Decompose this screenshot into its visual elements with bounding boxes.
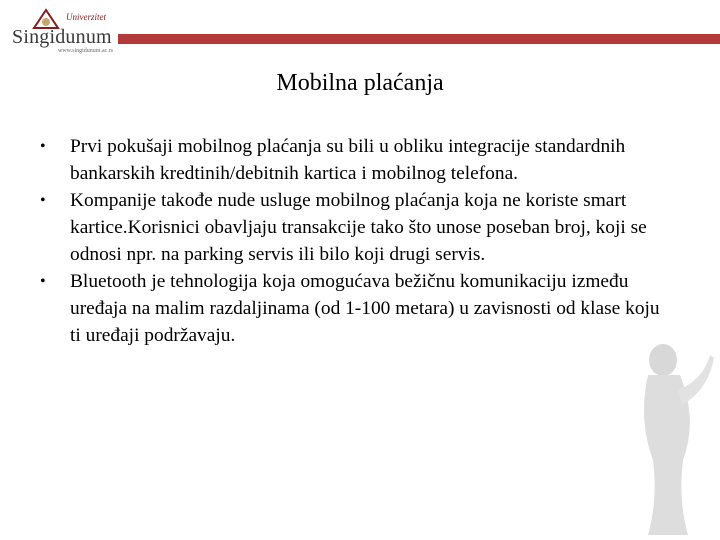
logo-name: Singidunum [12, 26, 112, 48]
logo-university-word: Univerzitet [66, 12, 106, 22]
bullet-icon: • [40, 273, 46, 290]
bullet-icon: • [40, 192, 46, 209]
bullet-item [40, 133, 680, 187]
slide-title-text: Mobilna plaćanja [276, 70, 444, 96]
bullet-text: Prvi pokušaji mobilnog plaćanja su bili u obliku integracije standardnih bankarskih kredtinih/debitnih kartica i mobilnog telefona. [70, 136, 626, 184]
slide-content [40, 133, 680, 349]
header-accent-bar [118, 34, 720, 44]
bullet-icon: • [40, 138, 46, 155]
bullet-item [40, 268, 680, 349]
logo-url: www.singidunum.ac.rs [58, 48, 114, 54]
statue-watermark-icon [618, 330, 718, 540]
slide-title [0, 70, 720, 97]
bullet-text: Kompanije takođe nude usluge mobilnog plaćanja koja ne koriste smart kartice.Korisnici obavljaju transakcije tako što unose poseban broj, koji se odnosi npr. na parking servis ili bilo koji drugi servis. [70, 190, 647, 265]
bullet-text: Bluetooth je tehnologija koja omogućava bežičnu komunikaciju između uređaja na malim razdaljinama (od 1-100 metara) u zavisnosti od klase koju ti uređaji podržavaju. [70, 271, 660, 346]
bullet-item [40, 187, 680, 268]
university-logo [6, 8, 114, 56]
